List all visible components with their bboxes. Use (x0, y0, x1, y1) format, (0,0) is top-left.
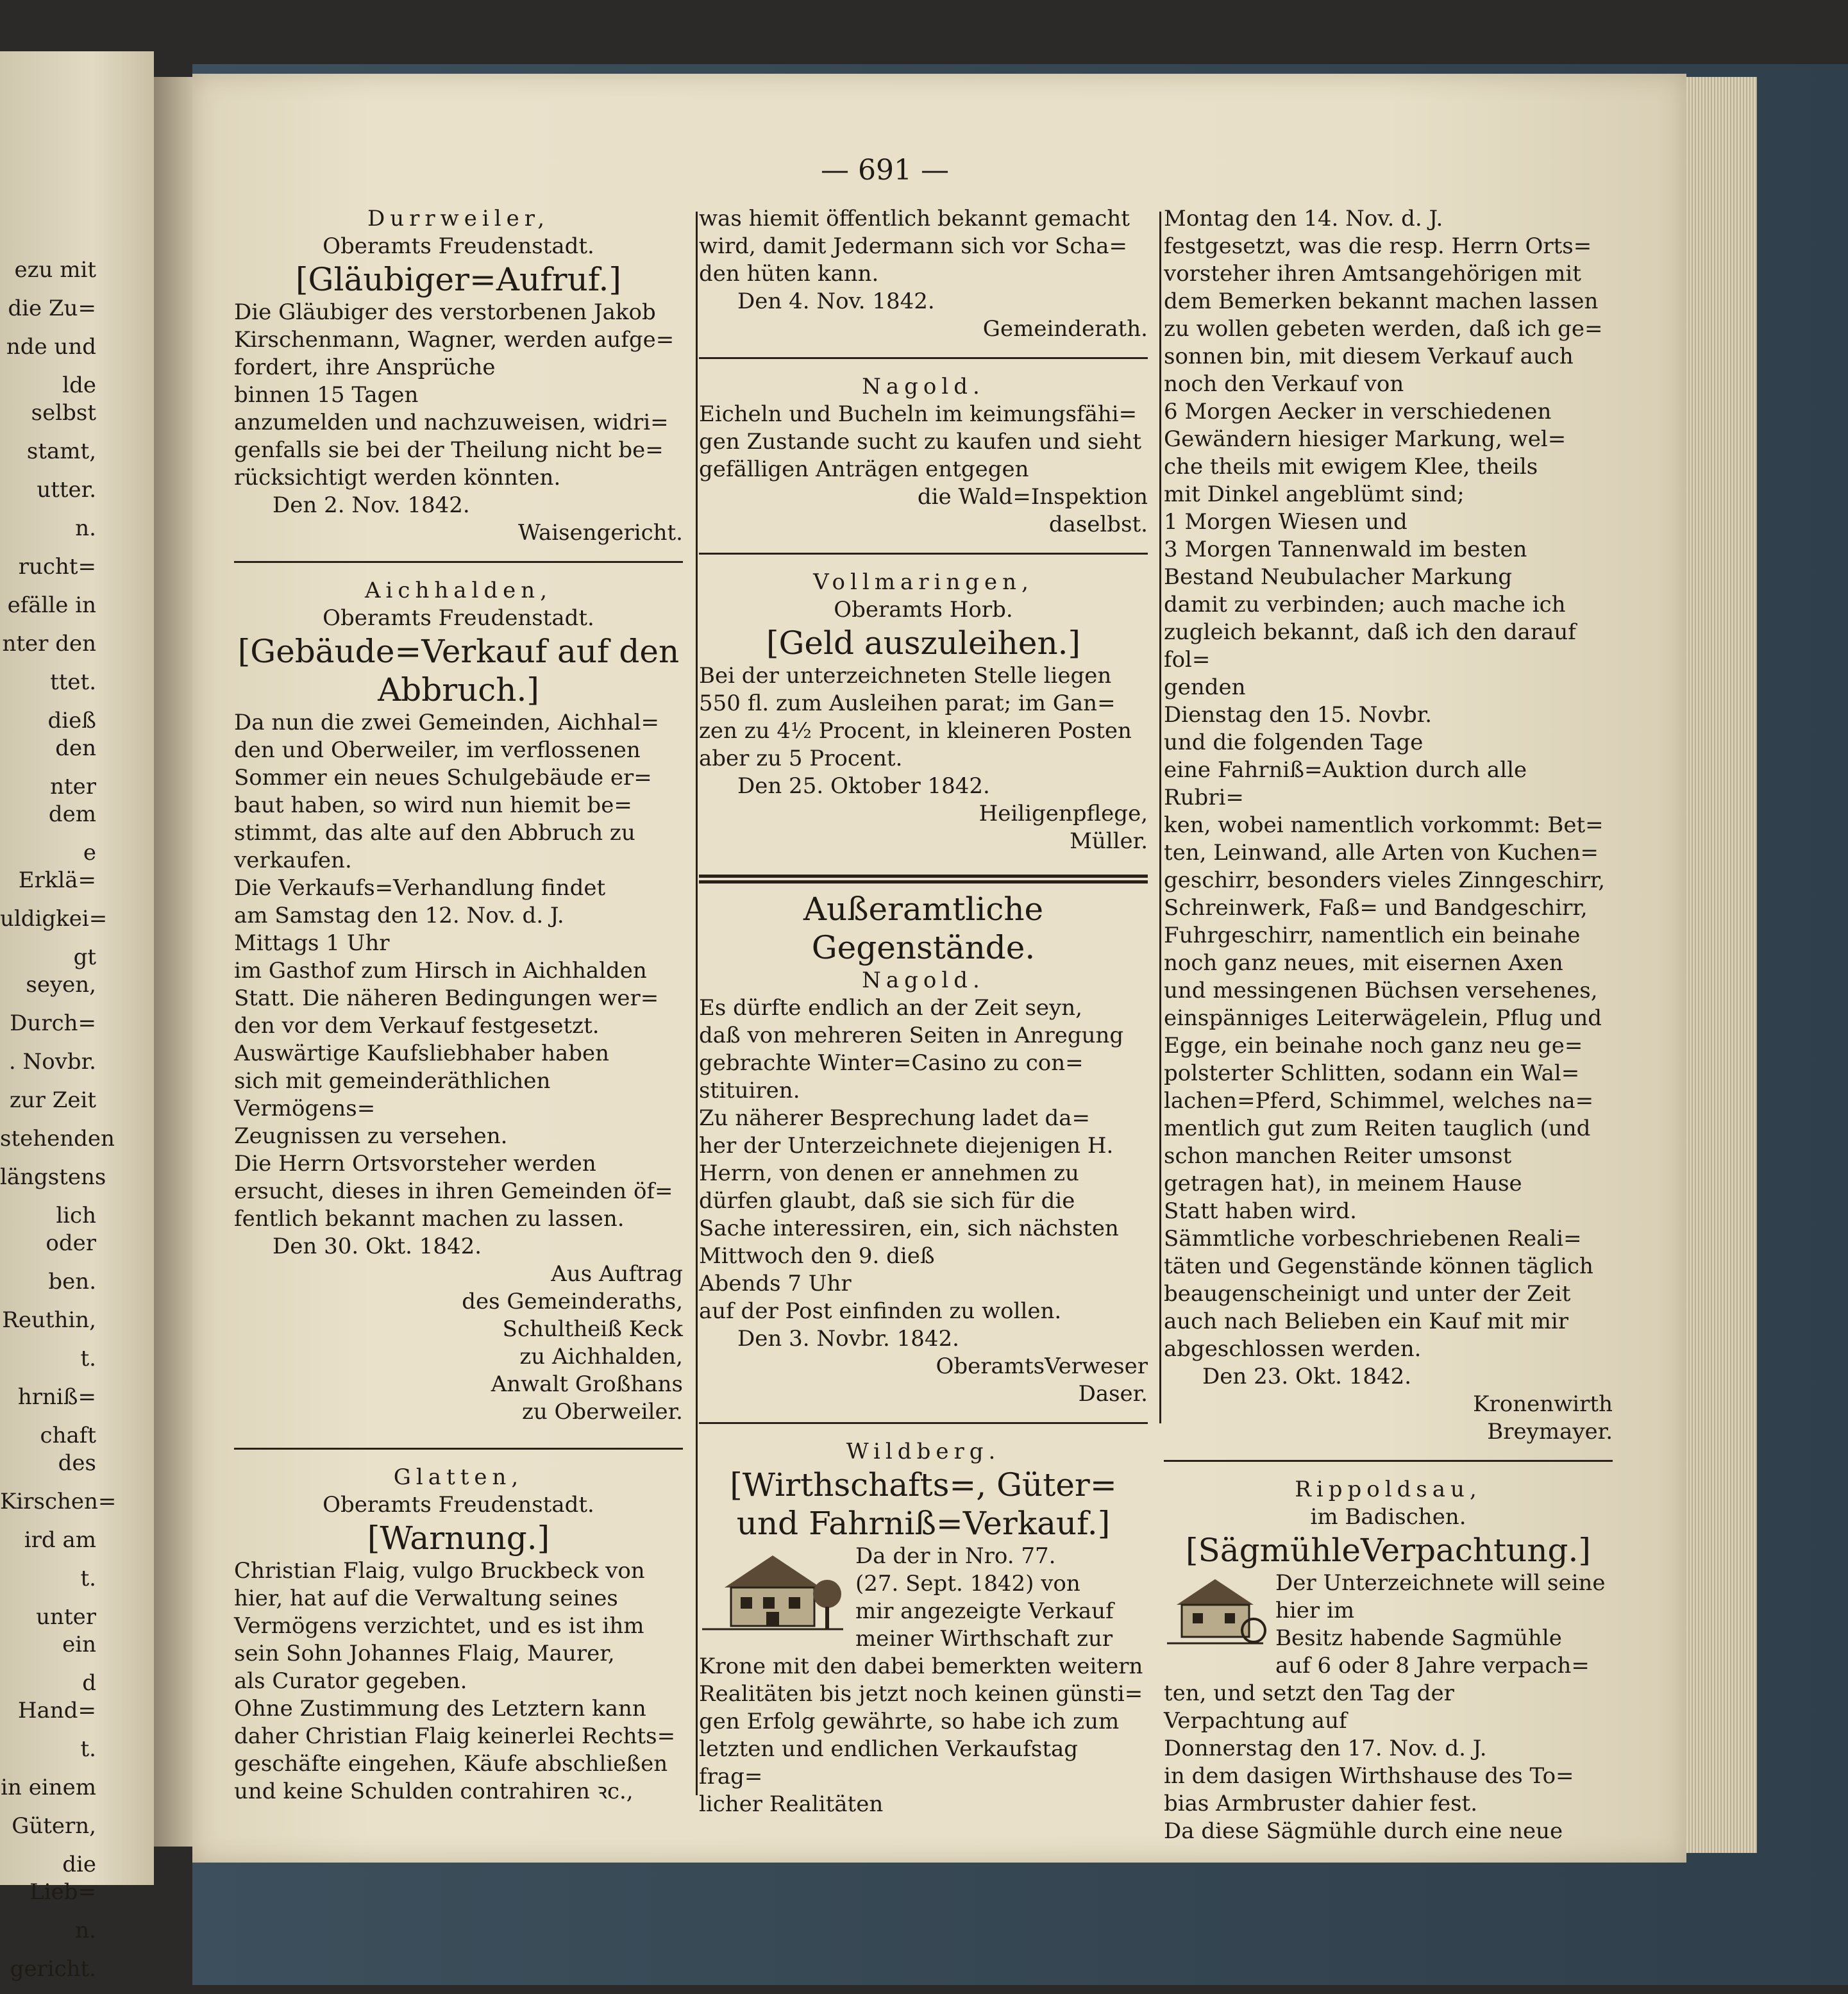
left-page-line: t. (80, 1736, 96, 1762)
article-body (699, 994, 1148, 1325)
article-heading: [Geld auszuleihen.] (766, 624, 1081, 662)
text-line: des Gemeinderaths, (462, 1289, 683, 1314)
text-line: Montag den 14. Nov. d. J. (1164, 206, 1443, 231)
article-body (699, 205, 1148, 288)
left-page-line: Kirschen= (0, 1489, 117, 1514)
article-date: Den 4. Nov. 1842. (737, 289, 935, 314)
text-line: Herrn, von denen er annehmen zu (699, 1160, 1079, 1186)
left-page-line: efälle in (7, 592, 96, 618)
article-body (1164, 205, 1613, 1363)
text-line: Mittwoch den 9. dieß (699, 1243, 935, 1269)
text-line: hier, hat auf die Verwaltung seines (234, 1586, 618, 1611)
text-line: Eicheln und Bucheln im keimungsfähi= (699, 401, 1138, 427)
text-line: dürfen glaubt, daß sie sich für die (699, 1188, 1075, 1214)
divider (234, 1448, 683, 1450)
text-line: sonnen bin, mit diesem Verkauf auch (1164, 344, 1574, 369)
text-line: anzumelden und nachzuweisen, widri= (234, 410, 669, 435)
text-line: als Curator gegeben. (234, 1668, 467, 1694)
left-page-line: gt seyen, (26, 944, 96, 998)
left-page-line: längstens (0, 1164, 106, 1190)
text-line: Sommer ein neues Schulgebäude er= (234, 765, 652, 791)
text-line: daher Christian Flaig keinerlei Rechts= (234, 1723, 676, 1749)
column-1 (234, 205, 683, 1805)
article-signature (234, 1261, 683, 1426)
text-line: den und Oberweiler, im verflossenen (234, 737, 641, 763)
text-line: 1 Morgen Wiesen und (1164, 509, 1407, 535)
left-page-line: t. (80, 1346, 96, 1371)
text-line: und keine Schulden contrahiren ꝛc., (234, 1779, 634, 1804)
text-line: Schultheiß Keck (502, 1316, 683, 1342)
left-page-line: zur Zeit (9, 1087, 96, 1113)
text-line: mit Dinkel angeblümt sind; (1164, 482, 1465, 507)
article-place: Durrweiler, (367, 206, 550, 231)
text-line: daselbst. (1048, 512, 1148, 537)
article-place: Nagold. (862, 374, 985, 399)
text-line: fordert, ihre Ansprüche (234, 355, 496, 380)
text-line: daß von mehreren Seiten in Anregung (699, 1023, 1124, 1048)
text-line: gen Zustande sucht zu kaufen und sieht (699, 429, 1142, 455)
text-line: Vermögens verzichtet, und es ist ihm (234, 1613, 644, 1639)
text-line: Statt haben wird. (1164, 1198, 1357, 1224)
text-line: zugleich bekannt, daß ich den darauf fol= (1164, 619, 1576, 673)
text-line: Sache interessiren, ein, sich nächsten (699, 1216, 1119, 1241)
text-line: genden (1164, 674, 1246, 700)
text-line: 550 fl. zum Ausleihen parat; im Gan= (699, 691, 1116, 716)
text-line: Daser. (1078, 1381, 1148, 1407)
article-signature (699, 1353, 1148, 1408)
article-date: Den 30. Okt. 1842. (273, 1234, 482, 1259)
text-line: was hiemit öffentlich bekannt gemacht (699, 206, 1130, 231)
text-line: Bei der unterzeichneten Stelle liegen (699, 663, 1112, 689)
text-line: vorsteher ihren Amtsangehörigen mit (1164, 261, 1581, 287)
double-rule (699, 875, 1148, 878)
left-page-line: d Hand= (17, 1670, 96, 1723)
text-line: ersucht, dieses in ihren Gemeinden öf= (234, 1178, 673, 1204)
article-date: Den 2. Nov. 1842. (273, 492, 470, 518)
text-line: Der Unterzeichnete will seine hier im (1275, 1570, 1606, 1623)
text-line: Da diese Sägmühle durch eine neue (1164, 1818, 1563, 1844)
article-place: Rippoldsau, (1295, 1477, 1482, 1502)
page-number: — 691 — (821, 154, 949, 187)
text-line: festgesetzt, was die resp. Herrn Orts= (1164, 233, 1592, 259)
text-line: und die folgenden Tage (1164, 730, 1424, 755)
article-signature: Gemeinderath. (982, 316, 1148, 342)
text-line: her der Unterzeichnete diejenigen H. (699, 1133, 1114, 1159)
left-page-line: lde selbst (31, 373, 96, 426)
text-line: verkaufen. (234, 848, 352, 873)
text-line: mir angezeigte Verkauf (855, 1598, 1114, 1624)
text-line: Anwalt Großhans (491, 1371, 683, 1397)
text-line: sein Sohn Johannes Flaig, Maurer, (234, 1641, 615, 1666)
text-line: Heiligenpflege, (979, 801, 1148, 826)
left-page-line: chaft des (40, 1423, 96, 1476)
text-line: Sämmtliche vorbeschriebenen Reali= (1164, 1226, 1582, 1252)
left-page-line: gericht. (10, 1956, 96, 1982)
text-line: täten und Gegenstände können täglich (1164, 1253, 1593, 1279)
text-line: Donnerstag den 17. Nov. d. J. (1164, 1736, 1487, 1761)
text-line: eine Fahrniß=Auktion durch alle Rubri= (1164, 757, 1527, 810)
text-line: 6 Morgen Aecker in verschiedenen (1164, 399, 1552, 424)
book-gutter (154, 77, 192, 1847)
text-line: zu wollen gebeten werden, daß ich ge= (1164, 316, 1603, 342)
article-body (234, 299, 683, 492)
left-page-line: hrniß= (17, 1384, 96, 1410)
left-page-line: ben. (48, 1269, 96, 1294)
sawmill-woodcut-icon (1164, 1570, 1266, 1653)
article-district: im Badischen. (1310, 1504, 1466, 1530)
text-line: Es dürfte endlich an der Zeit seyn, (699, 995, 1082, 1021)
text-line: die Wald=Inspektion (917, 484, 1148, 510)
left-page-line: die Lieb= (29, 1852, 96, 1905)
left-page-line: Gütern, (12, 1813, 96, 1839)
text-line: gen Erfolg gewährte, so habe ich zum (699, 1709, 1120, 1734)
article-date: Den 25. Oktober 1842. (737, 773, 990, 799)
text-line: Realitäten bis jetzt noch keinen günsti= (699, 1681, 1143, 1707)
divider (699, 553, 1148, 555)
text-line: Schreinwerk, Faß= und Bandgeschirr, (1164, 895, 1588, 921)
article-body (234, 1557, 683, 1805)
section-heading: Außeramtliche Gegenstände. (803, 891, 1044, 966)
house-woodcut-icon (699, 1543, 846, 1639)
article-heading: [Warnung.] (367, 1520, 550, 1557)
text-line: Da nun die zwei Gemeinden, Aichhal= (234, 710, 659, 735)
text-line: im Gasthof zum Hirsch in Aichhalden (234, 958, 647, 984)
article-heading: [Gläubiger=Aufruf.] (296, 261, 621, 298)
text-line: Die Verkaufs=Verhandlung findet (234, 875, 606, 901)
text-line: sich mit gemeinderäthlichen Vermögens= (234, 1068, 551, 1121)
left-page-line: utter. (37, 477, 96, 503)
text-line: ken, wobei namentlich vorkommt: Bet= (1164, 812, 1604, 838)
left-page-line: e Erklä= (18, 840, 96, 893)
text-line: genfalls sie bei der Theilung nicht be= (234, 437, 664, 463)
left-page-line: n. (75, 515, 96, 541)
text-line: binnen 15 Tagen (234, 382, 419, 408)
article-heading: [Gebäude=Verkauf auf den Abbruch.] (237, 633, 680, 708)
divider (234, 561, 683, 563)
left-page-line: uldigkei= (0, 906, 108, 932)
article-body (699, 662, 1148, 773)
text-line: zu Oberweiler. (521, 1399, 683, 1425)
column-3 (1164, 205, 1613, 1845)
left-page-line: Reuthin, (2, 1307, 96, 1333)
text-line: geschäfte eingehen, Käufe abschließen (234, 1751, 668, 1777)
divider (699, 1422, 1148, 1424)
left-page-line: t. (80, 1566, 96, 1591)
left-page-line: nde und (6, 334, 96, 360)
text-line: und messingenen Büchsen versehenes, (1164, 978, 1598, 1003)
divider (699, 357, 1148, 359)
text-line: geschirr, besonders vieles Zinngeschirr, (1164, 867, 1606, 893)
text-line: noch den Verkauf von (1164, 371, 1404, 397)
text-line: Da der in Nro. 77. (855, 1543, 1056, 1569)
left-page-line: nter den (2, 631, 96, 657)
text-line: che theils mit ewigem Klee, theils (1164, 454, 1538, 480)
article-signature (699, 483, 1148, 539)
text-line: beaugenscheinigt und unter der Zeit (1164, 1281, 1571, 1307)
text-line: noch ganz neues, mit eisernen Axen (1164, 950, 1563, 976)
double-rule (699, 880, 1148, 884)
text-line: Ohne Zustimmung des Letztern kann (234, 1696, 646, 1722)
left-page-line: n. (75, 1918, 96, 1943)
text-line: wird, damit Jedermann sich vor Scha= (699, 233, 1128, 259)
column-2 (699, 205, 1148, 1818)
text-line: Fuhrgeschirr, namentlich ein beinahe (1164, 923, 1581, 948)
text-line: auf 6 oder 8 Jahre verpach= (1275, 1653, 1590, 1679)
text-line: Mittags 1 Uhr (234, 930, 390, 956)
article-district: Oberamts Freudenstadt. (323, 1492, 594, 1518)
text-line: Auswärtige Kaufsliebhaber haben (234, 1041, 610, 1066)
article-heading: [Wirthschafts=, Güter= und Fahrniß=Verkauf.] (730, 1466, 1117, 1542)
text-line: Bestand Neubulacher Markung (1164, 564, 1513, 590)
text-line: aber zu 5 Procent. (699, 746, 903, 771)
text-line: gebrachte Winter=Casino zu con= (699, 1050, 1084, 1076)
text-line: damit zu verbinden; auch mache ich (1164, 592, 1566, 617)
text-line: Breymayer. (1487, 1419, 1613, 1445)
text-line: Kirschenmann, Wagner, werden aufge= (234, 327, 675, 353)
text-line: den vor dem Verkauf festgesetzt. (234, 1013, 600, 1039)
text-line: letzten und endlichen Verkaufstag frag= (699, 1736, 1079, 1789)
column-rule (696, 212, 698, 1795)
text-line: Statt. Die näheren Bedingungen wer= (234, 985, 659, 1011)
text-line: OberamtsVerweser (936, 1353, 1148, 1379)
left-page-line: nter dem (48, 774, 96, 827)
text-line: Zu näherer Besprechung ladet da= (699, 1105, 1090, 1131)
left-page-line: stehenden (0, 1126, 115, 1152)
text-line: Abends 7 Uhr (699, 1271, 852, 1296)
text-line: ten, Leinwand, alle Arten von Kuchen= (1164, 840, 1599, 866)
text-line: lachen=Pferd, Schimmel, welches na= (1164, 1088, 1594, 1114)
left-page (0, 51, 154, 1982)
article-district: Oberamts Horb. (834, 597, 1013, 623)
left-page-line: . Novbr. (8, 1049, 96, 1075)
text-line: Die Gläubiger des verstorbenen Jakob (234, 299, 656, 325)
article-signature (699, 800, 1148, 855)
text-line: Aus Auftrag (551, 1261, 683, 1287)
text-line: dem Bemerken bekannt machen lassen (1164, 289, 1599, 314)
text-line: Müller. (1070, 828, 1148, 854)
text-line: Gewändern hiesiger Markung, wel= (1164, 426, 1567, 452)
article-district: Oberamts Freudenstadt. (323, 233, 594, 259)
text-line: abgeschlossen werden. (1164, 1336, 1422, 1362)
text-line: zen zu 4½ Procent, in kleineren Posten (699, 718, 1132, 744)
article-body (234, 709, 683, 1233)
text-line: rücksichtigt werden könnten. (234, 465, 561, 490)
text-line: fentlich bekannt machen zu lassen. (234, 1206, 625, 1232)
text-line: gefälligen Anträgen entgegen (699, 457, 1029, 482)
text-line: ten, und setzt den Tag der (1164, 1680, 1454, 1706)
text-line: zu Aichhalden, (519, 1344, 683, 1370)
article-body (699, 401, 1148, 483)
text-line: in dem dasigen Wirthshause des To= (1164, 1763, 1574, 1789)
text-line: mentlich gut zum Reiten tauglich (und (1164, 1116, 1591, 1141)
text-line: baut haben, so wird nun hiemit be= (234, 792, 632, 818)
article-district: Oberamts Freudenstadt. (323, 605, 594, 631)
article-place: Vollmaringen, (813, 569, 1034, 595)
article-place: Aichhalden, (365, 578, 552, 603)
left-page-line: die Zu= (8, 296, 96, 321)
text-line: licher Realitäten (699, 1791, 884, 1817)
text-line: 3 Morgen Tannenwald im besten (1164, 537, 1527, 562)
article-signature (1164, 1391, 1613, 1446)
left-page-line: in einem (1, 1775, 96, 1800)
text-line: Christian Flaig, vulgo Bruckbeck von (234, 1558, 645, 1584)
text-line: Verpachtung auf (1164, 1708, 1347, 1734)
text-line: stituiren. (699, 1078, 800, 1103)
article-place: Glatten, (393, 1464, 524, 1490)
left-page-text (0, 256, 117, 1994)
text-line: Kronenwirth (1473, 1391, 1613, 1417)
article-date: Den 3. Novbr. 1842. (737, 1326, 959, 1352)
text-line: den hüten kann. (699, 261, 879, 287)
article-place: Wildberg. (846, 1439, 1001, 1464)
text-line: Zeugnissen zu versehen. (234, 1123, 508, 1149)
left-page-line: ttet. (50, 669, 96, 695)
article-heading: [SägmühleVerpachtung.] (1186, 1532, 1591, 1569)
text-line: Egge, ein beinahe noch ganz neu ge= (1164, 1033, 1583, 1059)
text-line: stimmt, das alte auf den Abbruch zu (234, 820, 635, 846)
left-page-line: unter ein (36, 1604, 96, 1657)
left-page-line: stamt, (26, 439, 96, 464)
text-line: auf der Post einfinden zu wollen. (699, 1298, 1062, 1324)
text-line: auch nach Belieben ein Kauf mit mir (1164, 1309, 1569, 1334)
left-page-line: lich oder (46, 1203, 96, 1256)
text-line: Dienstag den 15. Novbr. (1164, 702, 1432, 728)
left-page-line: dieß den (47, 708, 96, 761)
text-line: am Samstag den 12. Nov. d. J. (234, 903, 564, 928)
text-line: Die Herrn Ortsvorsteher werden (234, 1151, 596, 1177)
text-line: getragen hat), in meinem Hause (1164, 1171, 1522, 1196)
article-signature: Waisengericht. (517, 520, 683, 546)
left-page-line: ird am (24, 1527, 96, 1553)
text-line: polsterter Schlitten, sodann ein Wal= (1164, 1060, 1580, 1086)
text-line: meiner Wirthschaft zur (855, 1626, 1113, 1652)
article-date: Den 23. Okt. 1842. (1202, 1364, 1412, 1389)
divider (1164, 1460, 1613, 1462)
text-line: einspänniges Leiterwägelein, Pflug und (1164, 1005, 1602, 1031)
left-page-line: rucht= (18, 554, 96, 580)
text-line: Besitz habende Sagmühle (1275, 1625, 1562, 1651)
text-line: Krone mit den dabei bemerkten weitern (699, 1654, 1143, 1679)
text-line: schon manchen Reiter umsonst (1164, 1143, 1512, 1169)
article-place: Nagold. (862, 968, 985, 993)
left-page-line: Durch= (10, 1010, 96, 1036)
page-edges (1686, 77, 1757, 1853)
text-line: (27. Sept. 1842) von (855, 1571, 1080, 1596)
text-line: bias Armbruster dahier fest. (1164, 1791, 1478, 1816)
column-rule (1159, 212, 1161, 1423)
left-page-line: ezu mit (14, 257, 96, 283)
